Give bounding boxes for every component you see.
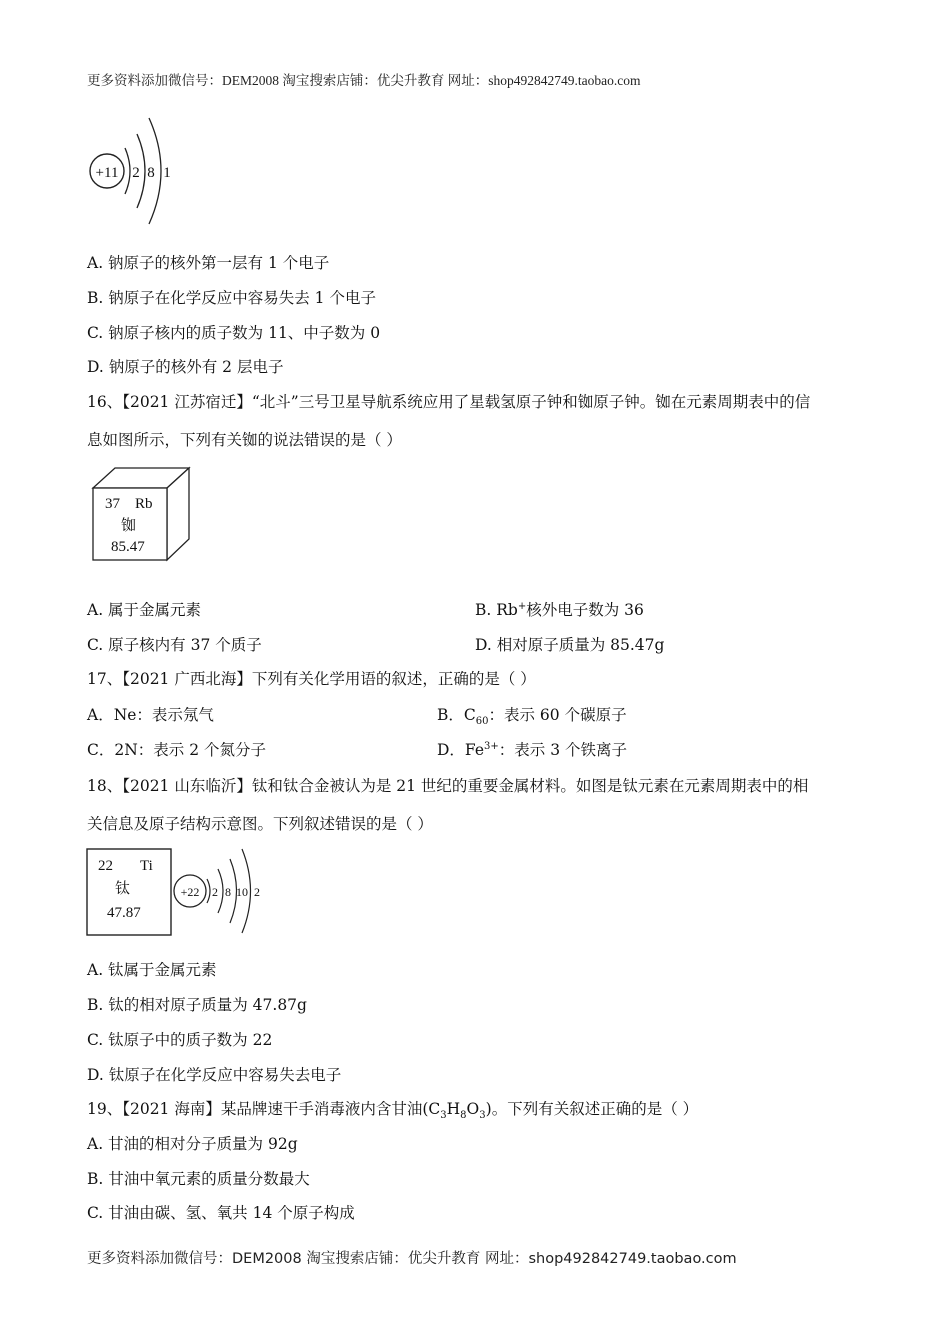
page-header: 更多资料添加微信号：DEM2008 淘宝搜索店铺：优尖升教育 网址：shop492842749.taobao.com: [87, 73, 641, 88]
q18-stem-line1: 18、【2021 山东临沂】钛和钛合金被认为是 21 世纪的重要金属材料。如图是钛元素在元素周期表中的相: [87, 777, 809, 795]
shell-arc-1: [125, 148, 130, 194]
rubidium-element-card: [85, 464, 195, 566]
q18-option-d: D. 钛原子在化学反应中容易失去电子: [87, 1066, 342, 1084]
q19-stem: 19、【2021 海南】某品牌速干手消毒液内含甘油$(C_3H_8O_3)$。下列有关叙述正确的是（ ）: [87, 1100, 699, 1122]
q19-option-b: B. 甘油中氧元素的质量分数最大: [87, 1170, 310, 1188]
shell-count-3: 1: [163, 165, 171, 181]
sodium-atom-diagram: [85, 112, 185, 227]
q16-option-b: B. Rb+核外电子数为 36: [475, 600, 644, 619]
element-name: 铷: [121, 518, 137, 534]
q15-option-a: A. 钠原子的核外第一层有 1 个电子: [87, 254, 330, 272]
q18-option-b: B. 钛的相对原子质量为 47.87g: [87, 996, 307, 1014]
q19-option-c: C. 甘油由碳、氢、氧共 14 个原子构成: [87, 1204, 355, 1222]
q19-option-a: A. 甘油的相对分子质量为 92g: [87, 1135, 298, 1153]
q17-option-b: B．$C_{60}$：表示 60 个碳原子: [437, 706, 627, 728]
q16-stem-line2: 息如图所示，下列有关铷的说法错误的是（ ）: [87, 431, 402, 449]
titanium-element-card: [85, 845, 265, 940]
shell-count-2: 8: [147, 165, 155, 181]
q18-stem-line2: 关信息及原子结构示意图。下列叙述错误的是（ ）: [87, 815, 433, 833]
q17-stem: 17、【2021 广西北海】下列有关化学用语的叙述，正确的是（ ）: [87, 670, 536, 688]
q17-option-c: C．2N：表示 2 个氮分子: [87, 741, 266, 759]
q17-option-a: A．Ne：表示氖气: [87, 706, 214, 724]
atomic-number: 22: [98, 858, 113, 874]
nucleus-charge: +11: [95, 165, 119, 181]
element-symbol: Ti: [140, 858, 153, 874]
shell-arc-1: [207, 879, 210, 903]
q16-option-d: D. 相对原子质量为 85.47g: [475, 636, 665, 654]
q18-option-a: A. 钛属于金属元素: [87, 961, 217, 979]
nucleus-charge: +22: [180, 885, 200, 899]
q15-option-c: C. 钠原子核内的质子数为 11、中子数为 0: [87, 324, 381, 342]
atomic-number: 37: [105, 496, 120, 512]
shell-count-2: 8: [225, 885, 231, 899]
page-footer: 更多资料添加微信号：DEM2008 淘宝搜索店铺：优尖升教育 网址：shop492842749.taobao.com: [87, 1251, 737, 1267]
shell-count-4: 2: [254, 885, 260, 899]
q15-option-b: B. 钠原子在化学反应中容易失去 1 个电子: [87, 289, 376, 307]
q16-stem-line1: 16、【2021 江苏宿迁】“北斗”三号卫星导航系统应用了星载氢原子钟和铷原子钟。铷在元素周期表中的信: [87, 393, 811, 411]
shell-count-3: 10: [236, 885, 248, 899]
q16-option-a: A. 属于金属元素: [87, 601, 202, 619]
shell-arc-2: [218, 869, 223, 913]
atomic-mass: 47.87: [107, 905, 141, 921]
q16-option-c: C. 原子核内有 37 个质子: [87, 636, 262, 654]
atomic-mass: 85.47: [111, 539, 145, 555]
element-symbol: Rb: [135, 496, 153, 512]
q17-option-d: D．$Fe^{3+}$：表示 3 个铁离子: [437, 740, 627, 759]
element-name: 钛: [115, 881, 131, 897]
q15-option-d: D. 钠原子的核外有 2 层电子: [87, 358, 284, 376]
q18-option-c: C. 钛原子中的质子数为 22: [87, 1031, 273, 1049]
shell-count-1: 2: [132, 165, 140, 181]
shell-count-1: 2: [212, 885, 218, 899]
